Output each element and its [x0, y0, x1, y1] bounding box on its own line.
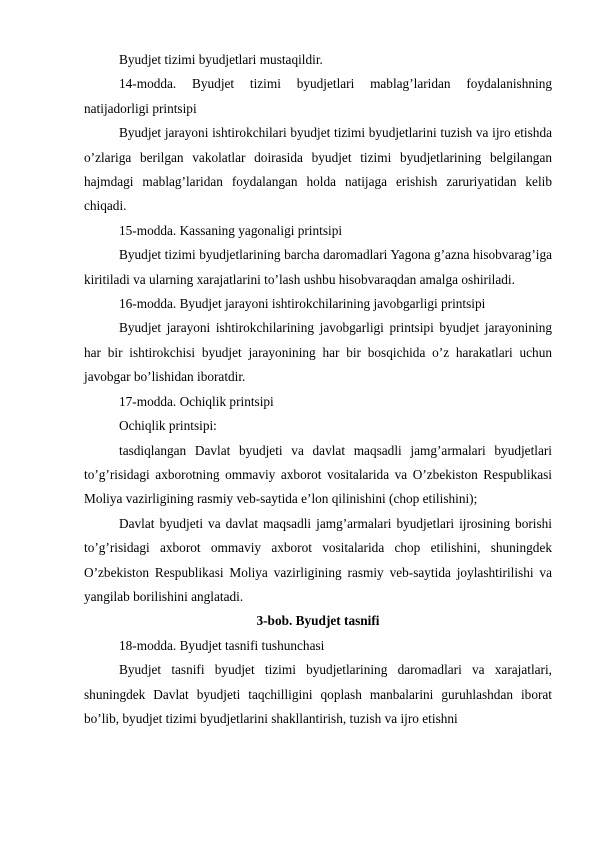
paragraph: Byudjet jarayoni ishtirokchilarining javobgarligi printsipi byudjet jarayonining har bir ishtirokchisi byudjet jarayonining har bir bosqichida o’z harakatlari uchun javobgar bo’lishidan iboratdir. [84, 320, 552, 385]
paragraph: tasdiqlangan Davlat byudjeti va davlat maqsadli jamg’armalari byudjetlari to’g’risidagi axborotning ommaviy axborot vositalarida va O’zbekiston Respublikasi Moliya vazirligining rasmiy veb-saytida e’lon qilinishini (chop etilishini); [84, 442, 552, 507]
paragraph: Byudjet tizimi byudjetlarining barcha daromadlari Yagona g’azna hisobvarag’iga kiritiladi va ularning xarajatlarini to’lash ushbu hisobvaraqdan amalga oshiriladi. [84, 247, 552, 287]
article-heading: 16-modda. Byudjet jarayoni ishtirokchilarining javobgarligi printsipi [119, 296, 486, 312]
paragraph: Ochiqlik printsipi: [119, 418, 217, 434]
document-text [84, 48, 552, 731]
article-heading: 17-modda. Ochiqlik printsipi [119, 393, 274, 409]
chapter-heading: 3-bob. Byudjet tasnifi [256, 613, 380, 629]
paragraph: Byudjet tasnifi byudjet tizimi byudjetlarining daromadlari va xarajatlari, shuningdek Davlat byudjeti taqchilligini qoplash manbalarini guruhlashdan iborat bo’lib, byudjet tizimi byudjetlarini shakllantirish, tuzish va ijro etishni [84, 662, 552, 726]
paragraph: Byudjet tizimi byudjetlari mustaqildir. [119, 52, 323, 67]
paragraph: Byudjet jarayoni ishtirokchilari byudjet tizimi byudjetlarini tuzish va ijro etishda o’zlariga berilgan vakolatlar doirasida byudjet tizimi byudjetlarining belgilangan hajmdagi mablag’laridan foydalangan holda natijaga erishish zaruriyatidan kelib chiqadi. [84, 125, 552, 214]
article-heading: 15-modda. Kassaning yagonaligi printsipi [119, 222, 343, 238]
article-heading: 18-modda. Byudjet tasnifi tushunchasi [119, 637, 325, 653]
article-heading: 14-modda. Byudjet tizimi byudjetlari mablag’laridan foydalanishning natijadorligi printsipi [84, 76, 552, 116]
paragraph: Davlat byudjeti va davlat maqsadli jamg’armalari byudjetlari ijrosining borishi to’g’risidagi axborot ommaviy axborot vositalarida chop etilishini, shuningdek O’zbekiston Respublikasi Moliya vazirligining rasmiy veb-saytida joylashtirilishi va yangilab borilishini anglatadi. [84, 515, 552, 604]
